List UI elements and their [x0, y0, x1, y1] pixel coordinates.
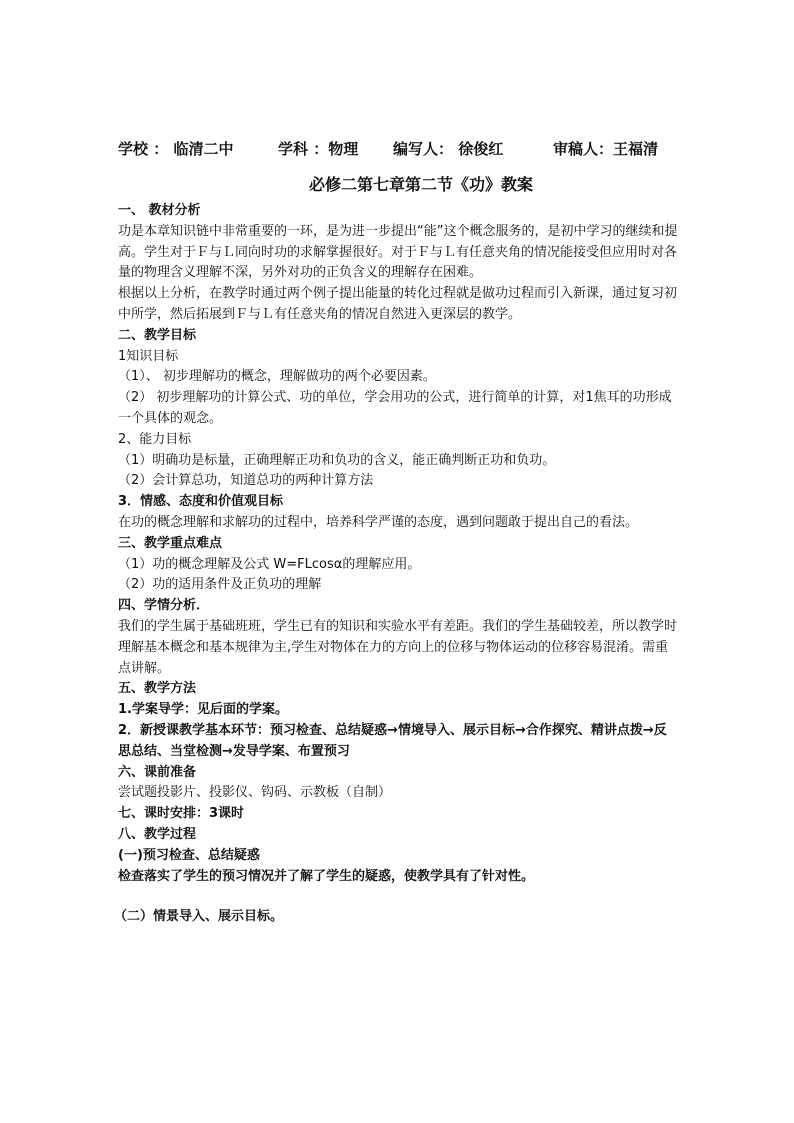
header-line — [118, 138, 678, 162]
paragraph: （二）情景导入、展示目标。 — [114, 909, 284, 925]
paragraph: （1）明确功是标量，正确理解正功和负功的含义，能正确判断正功和负功。 — [118, 452, 556, 468]
paragraph: 检查落实了学生的预习情况并了解了学生的疑惑，使教学具有了针对性。 — [118, 868, 535, 884]
paragraph: （2） 初步理解功的计算公式、功的单位，学会用功的公式，进行简单的计算，对1焦耳的功形成一个具体的观念。 — [118, 390, 672, 426]
paragraph: 2、能力目标 — [118, 431, 192, 447]
paragraph: 五、教学方法 — [118, 681, 197, 697]
paragraph: 在功的概念理解和求解功的过程中，培养科学严谨的态度，遇到问题敢于提出自己的看法。 — [118, 514, 639, 530]
header-reviewer: 审稿人：王福清 — [553, 140, 659, 158]
paragraph: 2．新授课教学基本环节：预习检查、总结疑惑→情境导入、展示目标→合作探究、精讲点拨→反思总结、当堂检测→发导学案、布置预习 — [118, 722, 667, 759]
paragraph: 根据以上分析，在教学时通过两个例子提出能量的转化过程就是做功过程而引入新课，通过复习初中所学，然后拓展到Ｆ与Ｌ有任意夹角的情况自然进入更深层的教学。 — [118, 286, 678, 322]
paragraph: （1）、 初步理解功的概念，理解做功的两个必要因素。 — [118, 369, 436, 385]
header-subject: 学科 ：物理 — [278, 140, 359, 158]
paragraph: （2）功的适用条件及正负功的理解 — [118, 577, 322, 593]
paragraph: 我们的学生属于基础班班，学生已有的知识和实验水平有差距。我们的学生基础较差，所以教学时理解基本概念和基本规律为主,学生对物体在力的方向上的位移与物体运动的位移容易混淆。需重点讲解。 — [118, 618, 678, 676]
paragraph: 六、课前准备 — [118, 764, 197, 780]
paragraph: 尝试题投影片、投影仪、钩码、示教板（自制） — [118, 785, 392, 801]
paragraph: (一)预习检查、总结疑惑 — [118, 847, 260, 863]
paragraph — [118, 887, 678, 907]
paragraph: 功是本章知识链中非常重要的一环，是为进一步提出“能”这个概念服务的，是初中学习的继续和提高。学生对于Ｆ与Ｌ同向时功的求解掌握很好。对于Ｆ与Ｌ有任意夹角的情况能接受但应用时对各量的物理含义理解不深，另外对功的正负含义的理解存在困难。 — [118, 223, 678, 281]
paragraph: 1.学案导学：见后面的学案。 — [118, 702, 288, 718]
paragraph: 四、学情分析． — [118, 598, 210, 614]
paragraph: 二、教学目标 — [118, 327, 197, 343]
paragraph: 八、教学过程 — [118, 826, 197, 842]
paragraph: 1知识目标 — [118, 348, 179, 364]
header-school: 学校 ： 临清二中 — [118, 140, 234, 158]
paragraph: （2）会计算总功，知道总功的两种计算方法 — [118, 473, 374, 489]
paragraph: 三、教学重点难点 — [118, 535, 223, 551]
paragraph: 七、课时安排：3课时 — [118, 806, 245, 822]
document-title: 必修二第七章第二节《功》教案 — [308, 175, 533, 194]
paragraph: （1）功的概念理解及公式 W=FLcosα的理解应用。 — [118, 556, 421, 572]
document-body — [114, 201, 678, 928]
header-writer: 编写人： 徐俊红 — [393, 140, 504, 158]
paragraph: 3．情感、态度和价值观目标 — [118, 494, 284, 510]
paragraph: 一、 教材分析 — [118, 203, 201, 218]
